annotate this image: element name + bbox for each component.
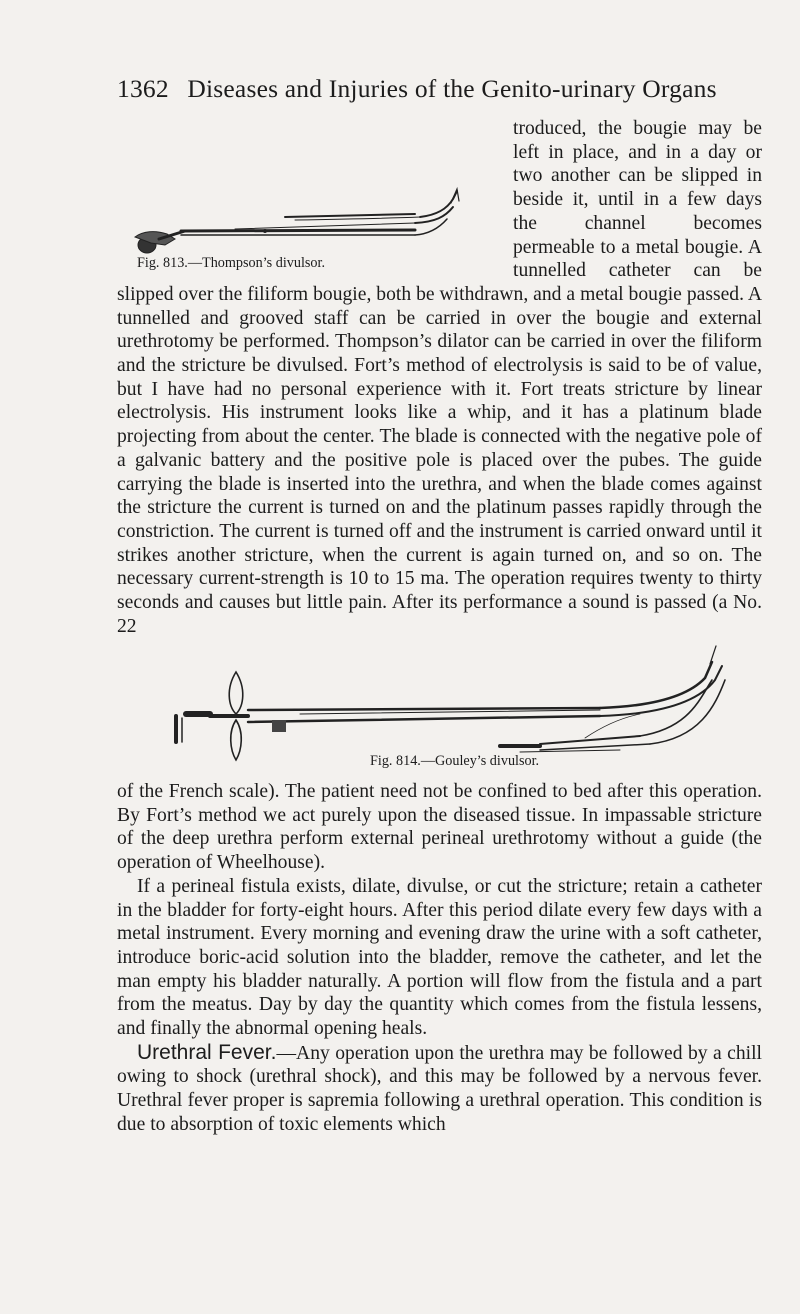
paragraph-4 — [117, 1041, 762, 1137]
paragraph-1: troduced, the bougie may be left in place, and in a day or two another can be slipped in beside it, until in a few days the channel becomes permeable to a metal bougie. A tunnelled catheter can be slipped over the filiform bougie, both be withdrawn, and a metal bougie passed. A tunnelled and grooved staff can be carried in over the bougie and external urethrotomy be performed. Thompson’s dilator can be carried in over the filiform and the stricture be divulsed. Fort’s method of electrolysis is said to be of value, but I have had no personal experience with it. Fort treats stricture by linear electrolysis. His instrument looks like a whip, and it has a platinum blade projecting from about the center. The blade is connected with the negative pole of a galvanic battery and the positive pole is placed over the pubes. The guide carrying the blade is inserted into the urethra, and when the blade comes against the stricture the current is turned on and the platinum passes rapidly through the constriction. The current is turned off and the instrument is carried onward until it strikes another stricture, when the current is again turned on, and so on. The necessary current-strength is 10 to 15 ma. The operation requires twenty to thirty seconds and causes but little pain. After its performance a sound is passed (a No. 22 — [117, 118, 762, 637]
figure-813-caption: Fig. 813.—Thompson’s divulsor. — [137, 255, 326, 271]
figure-814-caption: Fig. 814.—Gouley’s divulsor. — [370, 753, 540, 769]
paragraph-4-text: —Any operation upon the urethra may be followed by a chill owing to shock (urethral shock), and this may be followed by a nervous fever. Urethral fever proper is sapremia following a urethral operation. This condition is due to absorption of toxic elements which — [117, 1042, 762, 1135]
figure-814 — [0, 588, 800, 783]
running-header — [117, 74, 717, 104]
top-text-block — [117, 117, 762, 638]
running-title: Diseases and Injuries of the Genito-urinary Organs — [187, 74, 717, 103]
thompson-divulsor-illustration — [115, 119, 505, 267]
bottom-text-block — [117, 780, 762, 1137]
section-heading-urethral-fever: Urethral Fever. — [137, 1040, 277, 1064]
page-number: 1362 — [117, 74, 169, 103]
paragraph-2: of the French scale). The patient need not be confined to bed after this operation. By Fort’s method we act purely upon the diseased tissue. In impassable stricture of the deep urethra perform external perineal urethrotomy without a guide (the operation of Wheelhouse). — [117, 781, 762, 874]
figure-813 — [115, 119, 505, 271]
paragraph-3: If a perineal fistula exists, dilate, divulse, or cut the stricture; retain a catheter in the bladder for forty-eight hours. After this period dilate every few days with a metal instrument. Every morning and evening draw the urine with a soft catheter, introduce boric-acid solution into the bladder, remove the catheter, and let the man empty his bladder naturally. A portion will flow from the fistula and a part from the meatus. Day by day the quantity which comes from the fistula lessens, and finally the abnormal opening heals. — [117, 875, 762, 1040]
